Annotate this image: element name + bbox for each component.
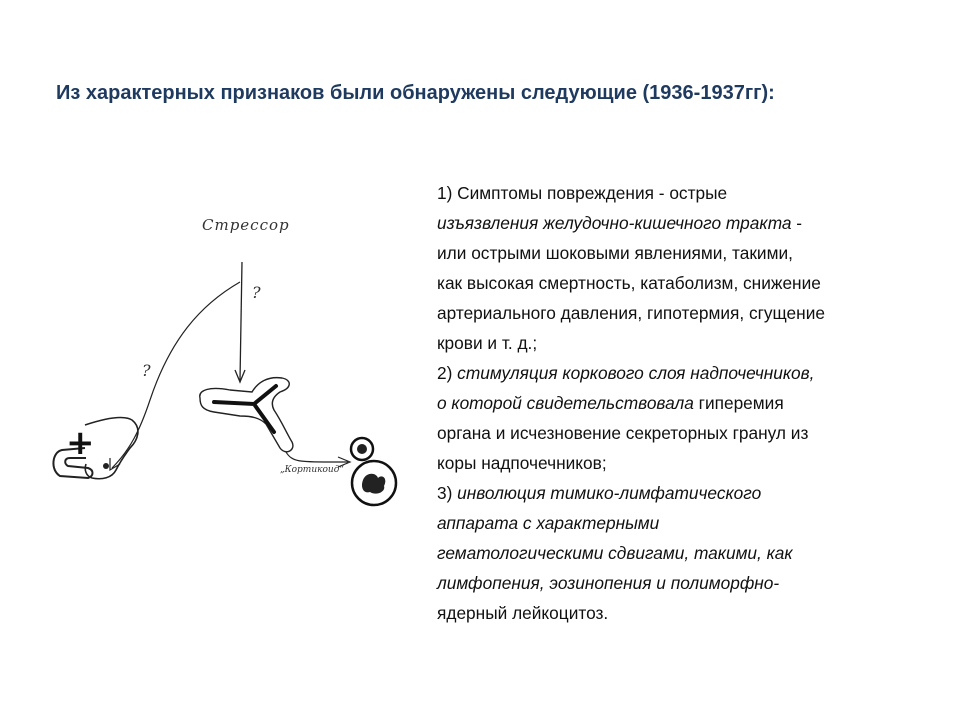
small-cell-nucleus	[357, 444, 367, 454]
plus-sign: +	[66, 423, 95, 463]
text-line-2	[437, 208, 937, 238]
stressor-label: Стрессор	[202, 216, 290, 234]
text-line-2-italic: изъязвления желудочно-кишечного тракта	[437, 213, 792, 233]
adrenal-gland-outline	[200, 378, 293, 452]
text-line-15: ядерный лейкоцитоз.	[437, 603, 609, 623]
stress-diagram	[30, 200, 420, 520]
slide-title: Из характерных признаков были обнаружены следующие (1936-1937гг):	[56, 82, 775, 104]
question-mark-2: ?	[142, 361, 151, 380]
text-line-7-prefix: 2)	[437, 363, 458, 383]
text-line-11-italic: инволюция тимико-лимфатического	[457, 483, 762, 503]
symptoms-text	[437, 178, 937, 628]
large-cell-nucleus	[362, 474, 385, 494]
text-line-8-italic: о которой свидетельствовала	[437, 393, 694, 413]
text-line-8	[437, 388, 937, 418]
cortisoid-label: „Кортикоид“	[280, 465, 345, 475]
ulcer-dot	[103, 463, 109, 469]
text-line-11-prefix: 3)	[437, 483, 458, 503]
question-mark-1: ?	[252, 283, 261, 302]
text-line-1: 1) Симптомы повреждения - острые	[437, 183, 728, 203]
stressor-to-stomach-curve	[112, 282, 240, 468]
text-line-8-rest: гиперемия	[693, 393, 784, 413]
stressor-arrow-line	[240, 262, 242, 380]
text-line-2-rest: -	[791, 213, 803, 233]
text-line-5: артериального давления, гипотермия, сгущение	[437, 303, 825, 323]
text-line-12: аппарата с характерными	[437, 513, 660, 533]
text-line-7	[437, 358, 937, 388]
text-line-14: лимфопения, эозинопения и полиморфно-	[437, 573, 780, 593]
text-line-3: или острыми шоковыми явлениями, такими,	[437, 243, 793, 263]
text-line-4: как высокая смертность, катаболизм, снижение	[437, 273, 821, 293]
text-line-11	[437, 478, 937, 508]
text-line-6: крови и т. д.;	[437, 333, 538, 353]
text-line-13: гематологическими сдвигами, такими, как	[437, 543, 793, 563]
text-line-9: органа и исчезновение секреторных гранул из	[437, 423, 809, 443]
text-line-7-italic: стимуляция коркового слоя надпочечников,	[457, 363, 815, 383]
text-line-10: коры надпочечников;	[437, 453, 607, 473]
